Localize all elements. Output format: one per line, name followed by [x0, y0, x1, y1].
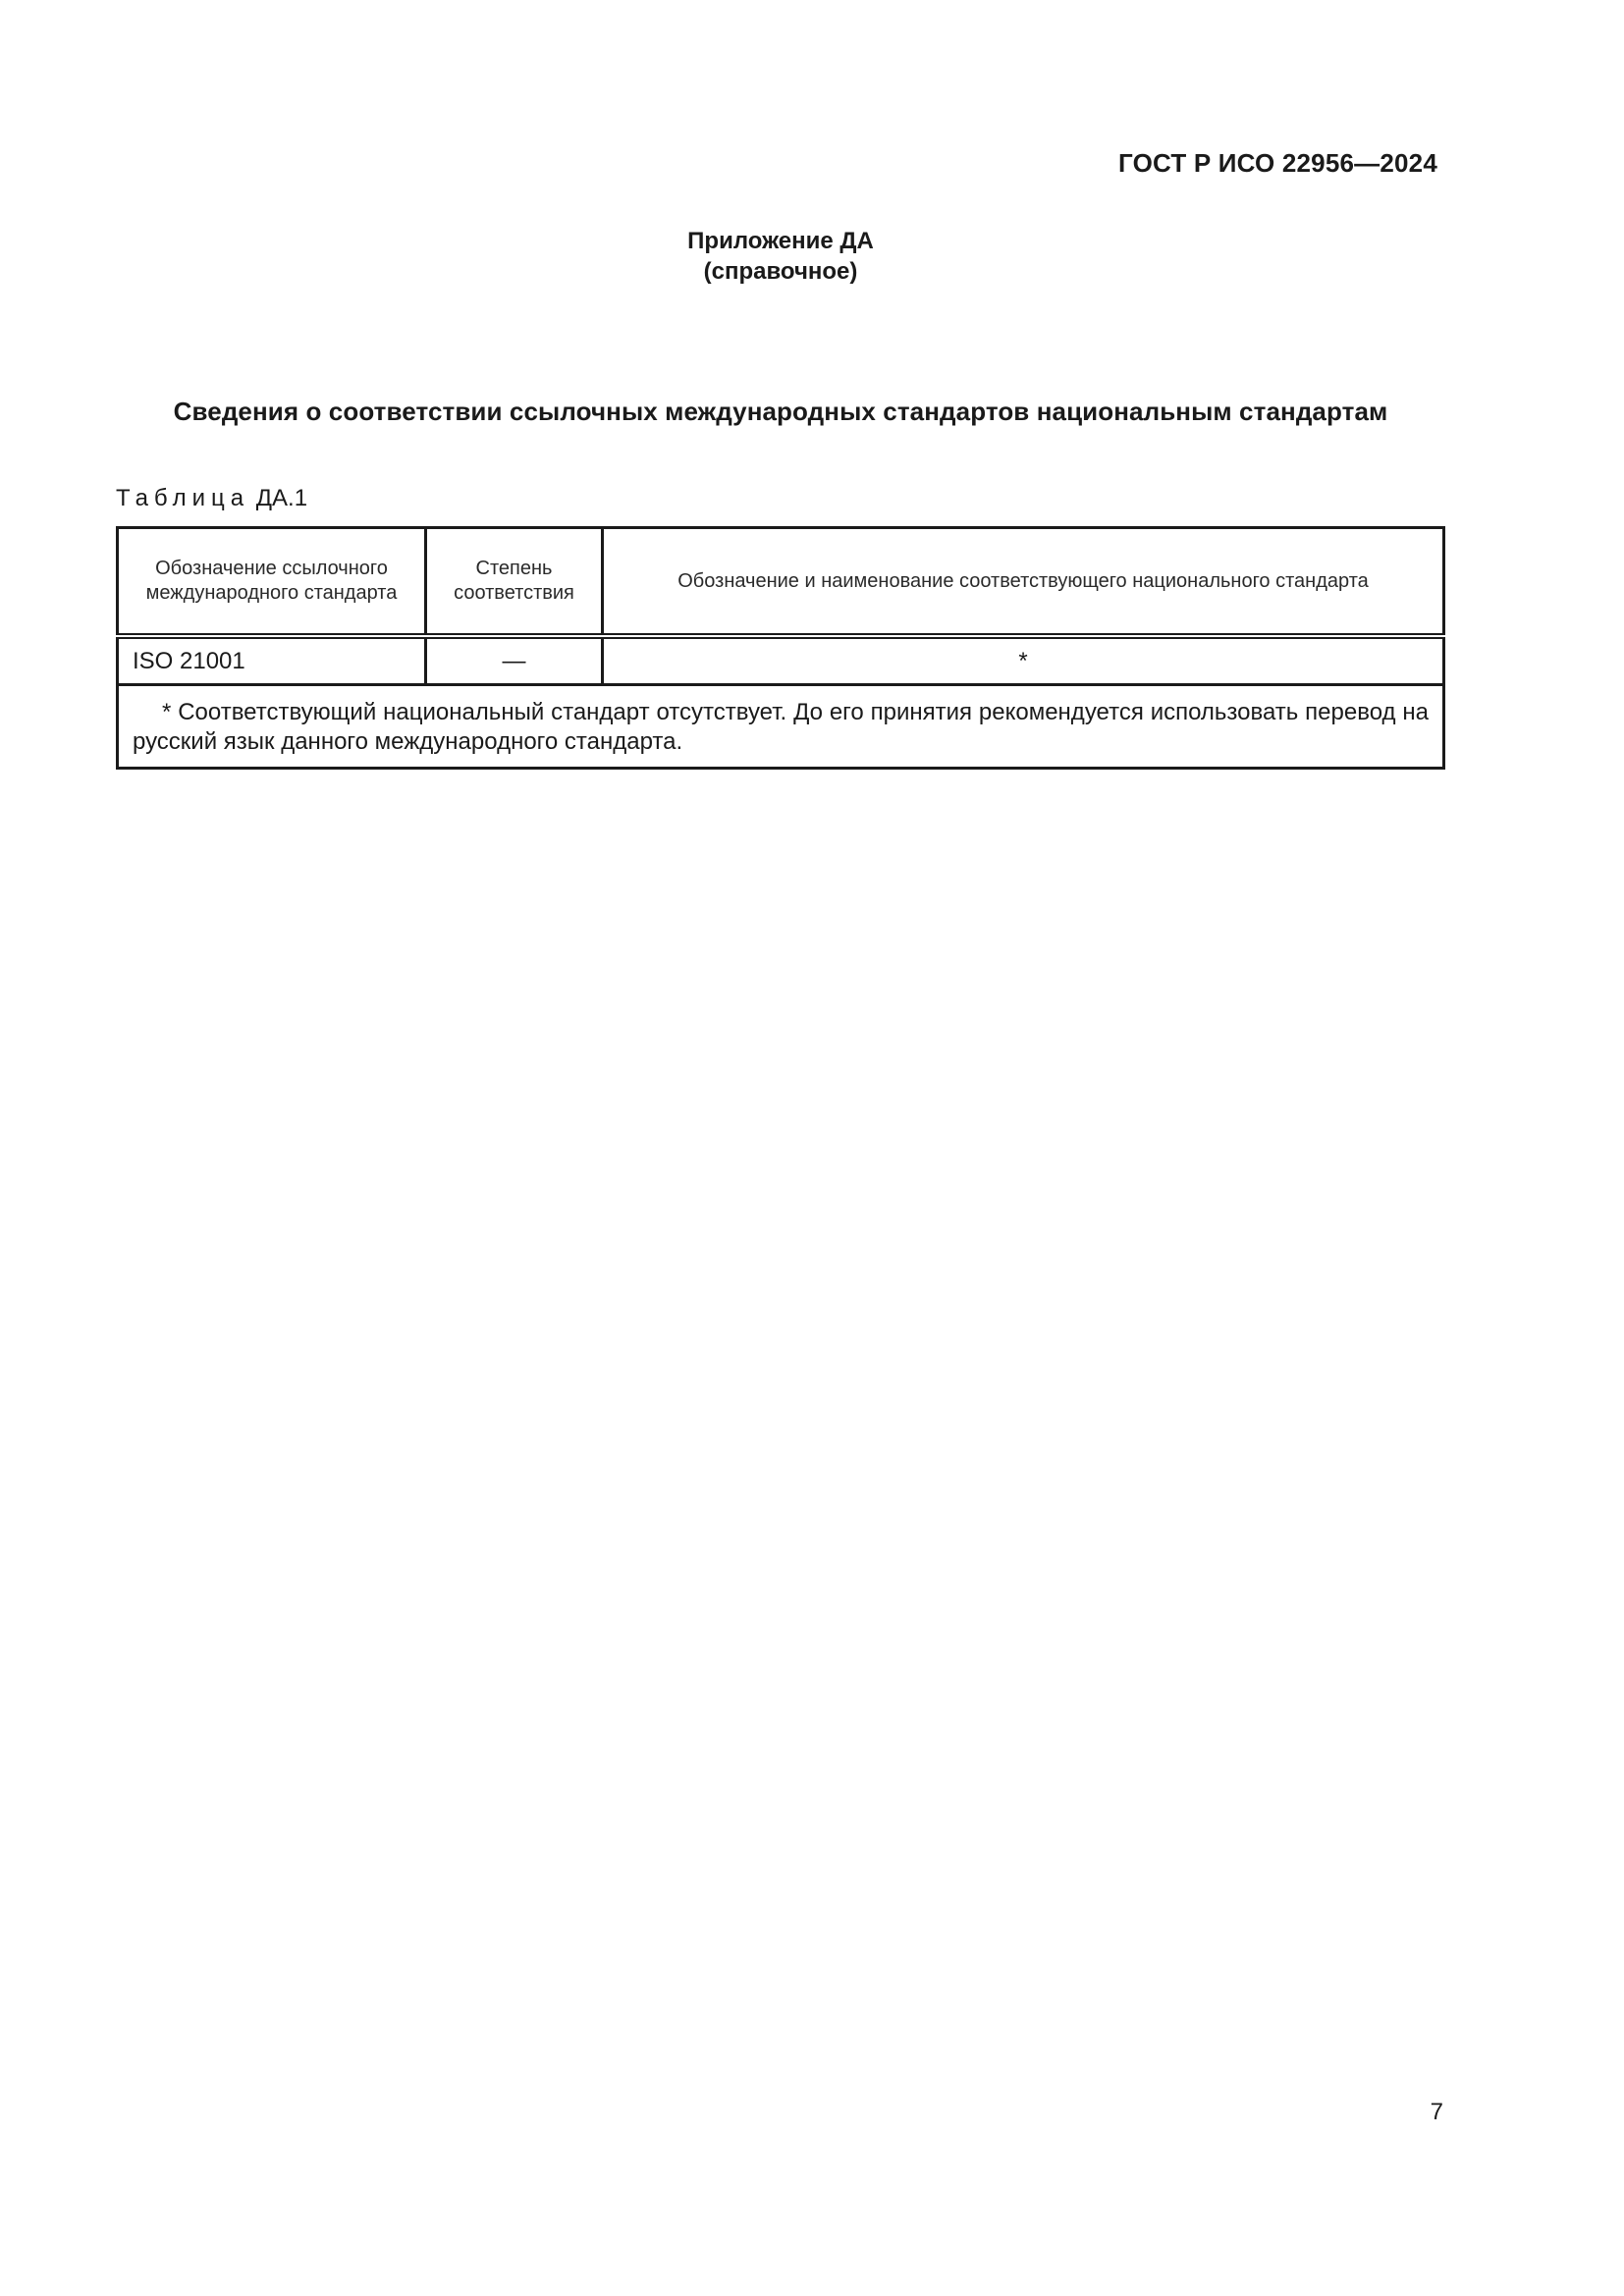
table-note-row — [118, 685, 1444, 769]
header-degree-of-correspondence: Степень соответствия — [426, 528, 603, 637]
correspondence-table — [116, 526, 1445, 770]
annex-title: Приложение ДА — [687, 228, 874, 254]
table-label-number: ДА.1 — [255, 485, 308, 511]
document-code: ГОСТ Р ИСО 22956—2024 — [1117, 148, 1437, 178]
cell-international-standard: ISO 21001 — [118, 636, 426, 685]
annex-heading — [0, 226, 1561, 287]
table-header-row — [118, 528, 1444, 637]
annex-subtitle: (справочное) — [703, 258, 858, 285]
table-row — [118, 636, 1444, 685]
table-footnote: * Соответствующий национальный стандарт отсутствует. До его принятия рекомендуется использовать перевод на русский язык данного международного стандарта. — [118, 685, 1444, 769]
page-number: 7 — [1430, 2099, 1443, 2125]
section-title: Сведения о соответствии ссылочных международных стандартов национальным стандартам — [173, 397, 1388, 426]
table-label — [116, 485, 307, 512]
cell-national-standard: * — [603, 636, 1444, 685]
header-national-standard: Обозначение и наименование соответствующего национального стандарта — [603, 528, 1444, 637]
header-international-standard: Обозначение ссылочного международного стандарта — [118, 528, 426, 637]
table-label-word: Таблица — [116, 485, 250, 511]
cell-degree-of-correspondence: — — [426, 636, 603, 685]
